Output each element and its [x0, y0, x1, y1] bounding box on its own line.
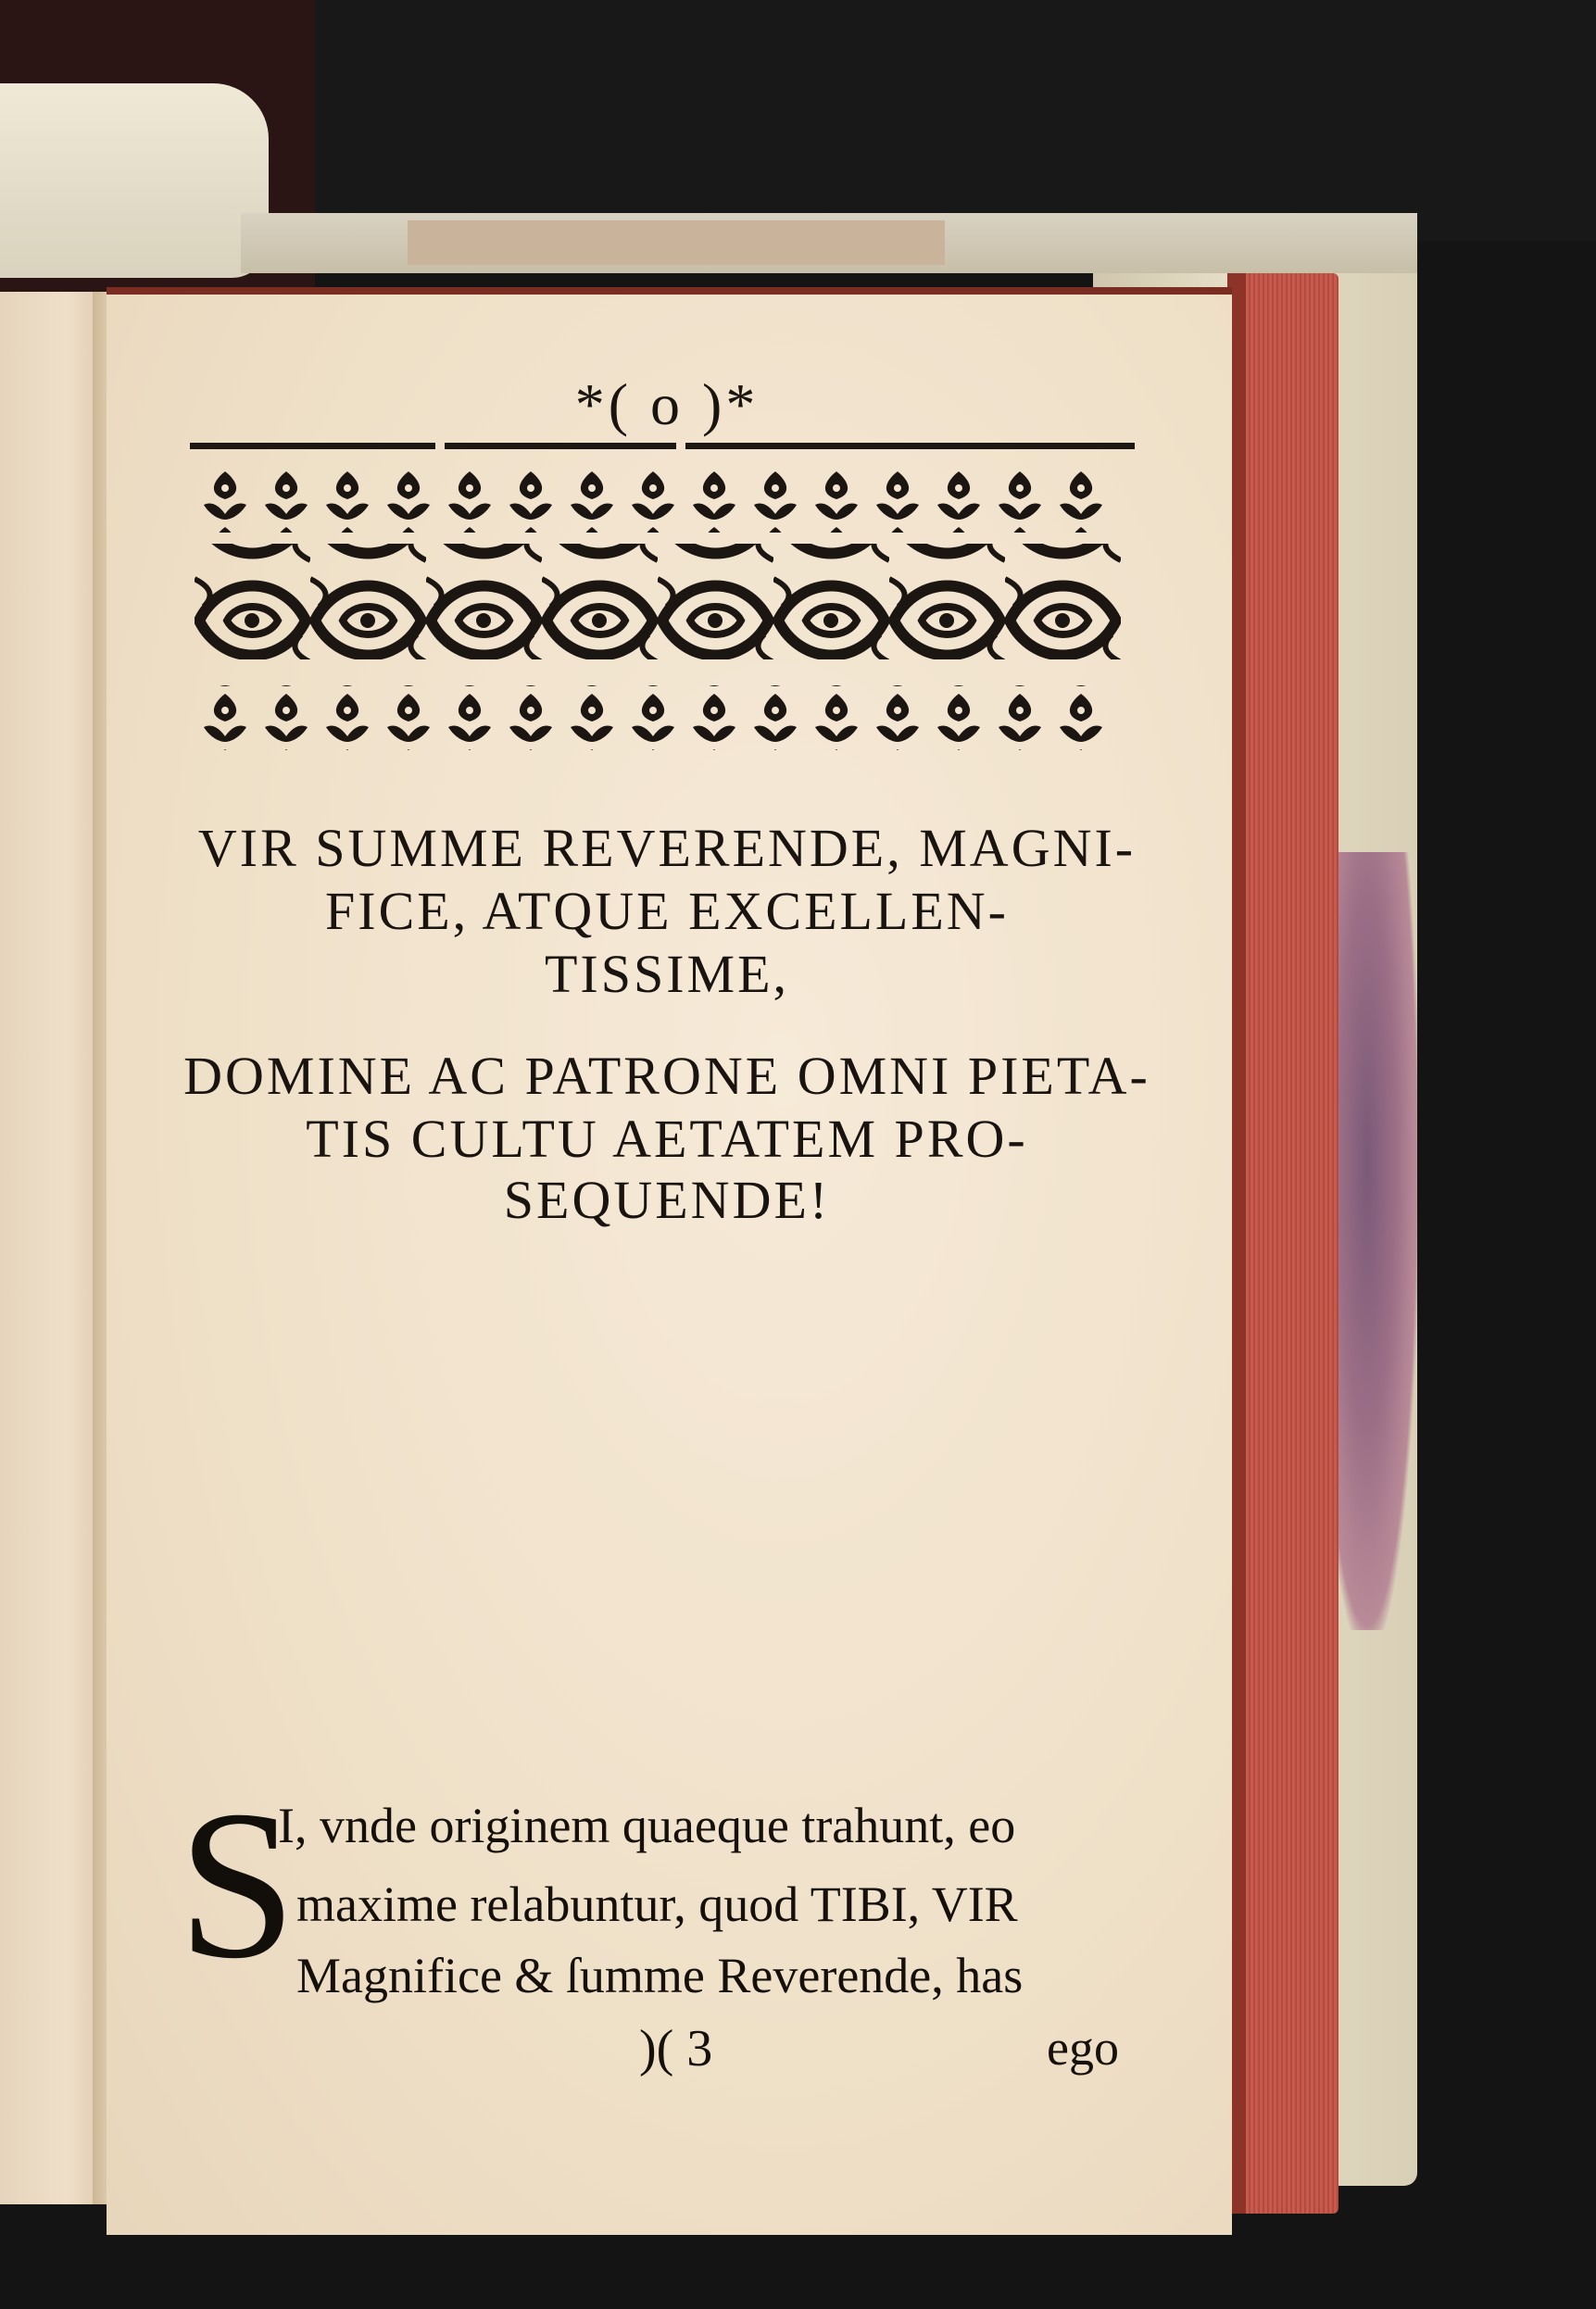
body-line-2: maxime relabuntur, quod TIBI, VIR: [296, 1876, 1018, 1932]
spine-label: [408, 220, 945, 265]
address-line-1: DOMINE AC PATRONE OMNI PIETA-: [183, 1046, 1150, 1106]
header-rule-middle: [445, 443, 676, 449]
body-line-3: Magnifice & ſumme Reverende, has: [296, 1948, 1024, 2003]
title-line-3: TISSIME,: [544, 944, 790, 1004]
drop-capital: S: [178, 1766, 296, 2002]
cloth-ribbon: [0, 83, 269, 278]
signature-mark: )( 3: [639, 2020, 713, 2077]
background-top: [315, 0, 1596, 241]
address-line-2: TIS CULTU AETATEM PRO-: [306, 1109, 1028, 1169]
cover-stain: [1334, 852, 1417, 1630]
title-line-1: VIR SUMME REVERENDE, MAGNI-: [197, 818, 1137, 878]
header-rule-left: [190, 443, 435, 449]
ornamental-border: [195, 468, 1121, 750]
header-rule-right: [685, 443, 1135, 449]
catchword: ego: [1047, 2020, 1119, 2076]
body-line-1: I, vnde originem quaeque trahunt, eo: [278, 1798, 1016, 1853]
title-line-2: FICE, ATQUE EXCELLEN-: [325, 881, 1009, 941]
address-line-3: SEQUENDE!: [503, 1170, 831, 1230]
page-header-mark: *( o )*: [574, 371, 760, 437]
